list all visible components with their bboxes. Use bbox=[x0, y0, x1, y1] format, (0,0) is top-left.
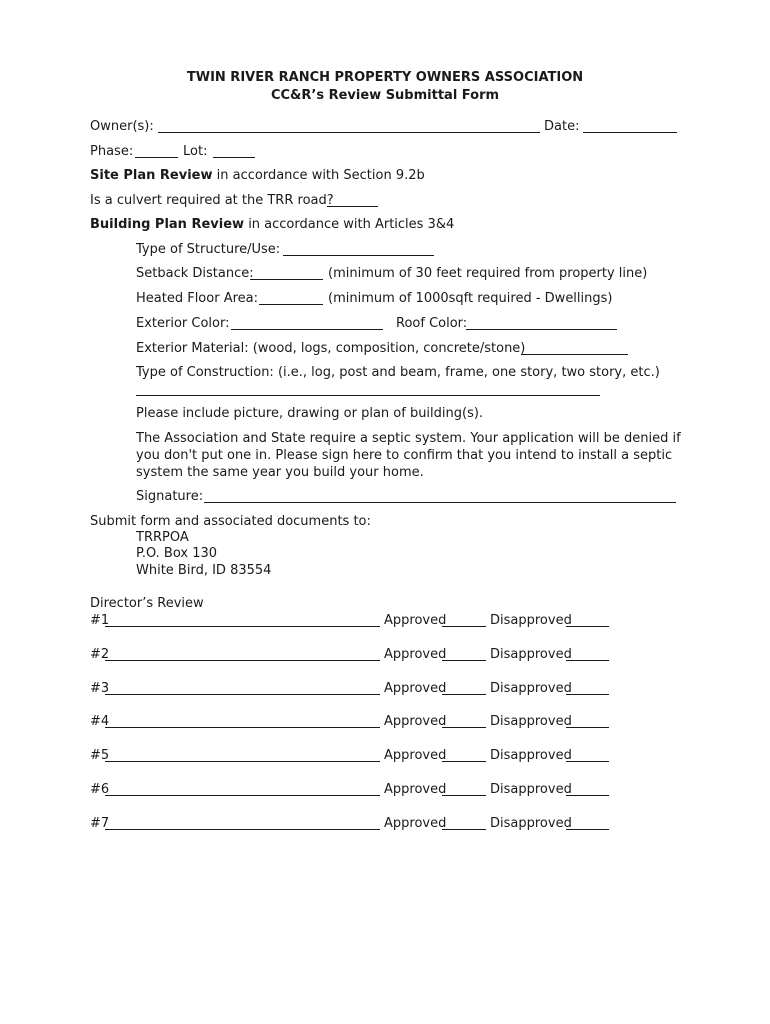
director-5-name-field[interactable] bbox=[105, 761, 380, 762]
address-organization: TRRPOA bbox=[136, 530, 189, 545]
director-3-approved-field[interactable] bbox=[442, 694, 486, 695]
director-6-disapproved-label: Disapproved bbox=[490, 782, 572, 797]
director-4-label: #4 bbox=[90, 714, 110, 729]
director-4-name-field[interactable] bbox=[105, 727, 380, 728]
exterior-color-label: Exterior Color: bbox=[136, 316, 230, 331]
director-2-disapproved-field[interactable] bbox=[566, 660, 609, 661]
director-1-label: #1 bbox=[90, 613, 110, 628]
lot-label: Lot: bbox=[183, 144, 208, 159]
site-plan-review-line bbox=[90, 168, 425, 184]
heated-floor-area-field[interactable] bbox=[259, 304, 323, 305]
building-plan-review-line bbox=[90, 217, 454, 233]
director-2-approved-field[interactable] bbox=[442, 660, 486, 661]
construction-type-label: Type of Construction: (i.e., log, post and beam, frame, one story, two story, etc.) bbox=[136, 365, 660, 380]
roof-color-field[interactable] bbox=[466, 329, 617, 330]
culvert-field[interactable] bbox=[327, 206, 378, 207]
director-4-approved-field[interactable] bbox=[442, 727, 486, 728]
director-4-disapproved-field[interactable] bbox=[566, 727, 609, 728]
director-6-name-field[interactable] bbox=[105, 795, 380, 796]
culvert-question: Is a culvert required at the TRR road? bbox=[90, 193, 334, 208]
director-3-disapproved-label: Disapproved bbox=[490, 681, 572, 696]
director-3-approved-label: Approved bbox=[384, 681, 447, 696]
signature-field[interactable] bbox=[204, 502, 676, 503]
setback-label: Setback Distance: bbox=[136, 266, 254, 281]
roof-color-label: Roof Color: bbox=[396, 316, 468, 331]
site-plan-review-section: in accordance with Section 9.2b bbox=[216, 168, 425, 183]
director-1-disapproved-label: Disapproved bbox=[490, 613, 572, 628]
director-7-approved-field[interactable] bbox=[442, 829, 486, 830]
director-1-approved-field[interactable] bbox=[442, 626, 486, 627]
septic-notice-line1: The Association and State require a septic system. Your application will be denied if bbox=[136, 431, 681, 446]
director-5-disapproved-field[interactable] bbox=[566, 761, 609, 762]
director-4-approved-label: Approved bbox=[384, 714, 447, 729]
director-4-disapproved-label: Disapproved bbox=[490, 714, 572, 729]
director-1-name-field[interactable] bbox=[105, 626, 380, 627]
director-1-approved-label: Approved bbox=[384, 613, 447, 628]
director-5-disapproved-label: Disapproved bbox=[490, 748, 572, 763]
owners-label: Owner(s): bbox=[90, 119, 154, 134]
phase-field[interactable] bbox=[135, 157, 178, 158]
exterior-material-label: Exterior Material: (wood, logs, composition, concrete/stone) bbox=[136, 341, 526, 356]
director-3-disapproved-field[interactable] bbox=[566, 694, 609, 695]
director-6-approved-label: Approved bbox=[384, 782, 447, 797]
director-3-name-field[interactable] bbox=[105, 694, 380, 695]
septic-notice-line3: system the same year you build your home. bbox=[136, 465, 424, 480]
picture-note: Please include picture, drawing or plan of building(s). bbox=[136, 406, 484, 421]
directors-review-heading: Director’s Review bbox=[90, 596, 204, 611]
director-2-disapproved-label: Disapproved bbox=[490, 647, 572, 662]
owners-field[interactable] bbox=[158, 132, 540, 133]
signature-label: Signature: bbox=[136, 489, 204, 504]
date-label: Date: bbox=[544, 119, 580, 134]
setback-field[interactable] bbox=[250, 279, 323, 280]
lot-field[interactable] bbox=[213, 157, 255, 158]
exterior-color-field[interactable] bbox=[231, 329, 383, 330]
phase-label: Phase: bbox=[90, 144, 134, 159]
heated-floor-area-note: (minimum of 1000sqft required - Dwellings) bbox=[328, 291, 613, 306]
building-plan-review-heading: Building Plan Review bbox=[90, 217, 245, 232]
exterior-material-field[interactable] bbox=[521, 354, 628, 355]
address-po-box: P.O. Box 130 bbox=[136, 546, 218, 561]
submit-instructions: Submit form and associated documents to: bbox=[90, 514, 371, 529]
director-1-disapproved-field[interactable] bbox=[566, 626, 609, 627]
director-5-label: #5 bbox=[90, 748, 110, 763]
form-title-subtitle: CC&R’s Review Submittal Form bbox=[270, 88, 500, 103]
building-plan-review-articles: in accordance with Articles 3&4 bbox=[248, 217, 455, 232]
director-5-approved-label: Approved bbox=[384, 748, 447, 763]
structure-type-label: Type of Structure/Use: bbox=[136, 242, 281, 257]
director-7-disapproved-label: Disapproved bbox=[490, 816, 572, 831]
date-field[interactable] bbox=[583, 132, 677, 133]
director-6-label: #6 bbox=[90, 782, 110, 797]
director-6-approved-field[interactable] bbox=[442, 795, 486, 796]
director-3-label: #3 bbox=[90, 681, 110, 696]
director-6-disapproved-field[interactable] bbox=[566, 795, 609, 796]
address-city-state-zip: White Bird, ID 83554 bbox=[136, 563, 272, 578]
director-7-disapproved-field[interactable] bbox=[566, 829, 609, 830]
septic-notice-line2: you don't put one in. Please sign here to confirm that you intend to install a septic bbox=[136, 448, 673, 463]
director-7-approved-label: Approved bbox=[384, 816, 447, 831]
director-2-approved-label: Approved bbox=[384, 647, 447, 662]
director-5-approved-field[interactable] bbox=[442, 761, 486, 762]
director-2-label: #2 bbox=[90, 647, 110, 662]
heated-floor-area-label: Heated Floor Area: bbox=[136, 291, 258, 306]
setback-note: (minimum of 30 feet required from property line) bbox=[328, 266, 648, 281]
form-title-association: TWIN RIVER RANCH PROPERTY OWNERS ASSOCIATION bbox=[186, 70, 584, 85]
construction-type-field[interactable] bbox=[136, 395, 600, 396]
structure-type-field[interactable] bbox=[283, 255, 434, 256]
director-7-label: #7 bbox=[90, 816, 110, 831]
director-2-name-field[interactable] bbox=[105, 660, 380, 661]
director-7-name-field[interactable] bbox=[105, 829, 380, 830]
site-plan-review-heading: Site Plan Review bbox=[90, 168, 213, 183]
